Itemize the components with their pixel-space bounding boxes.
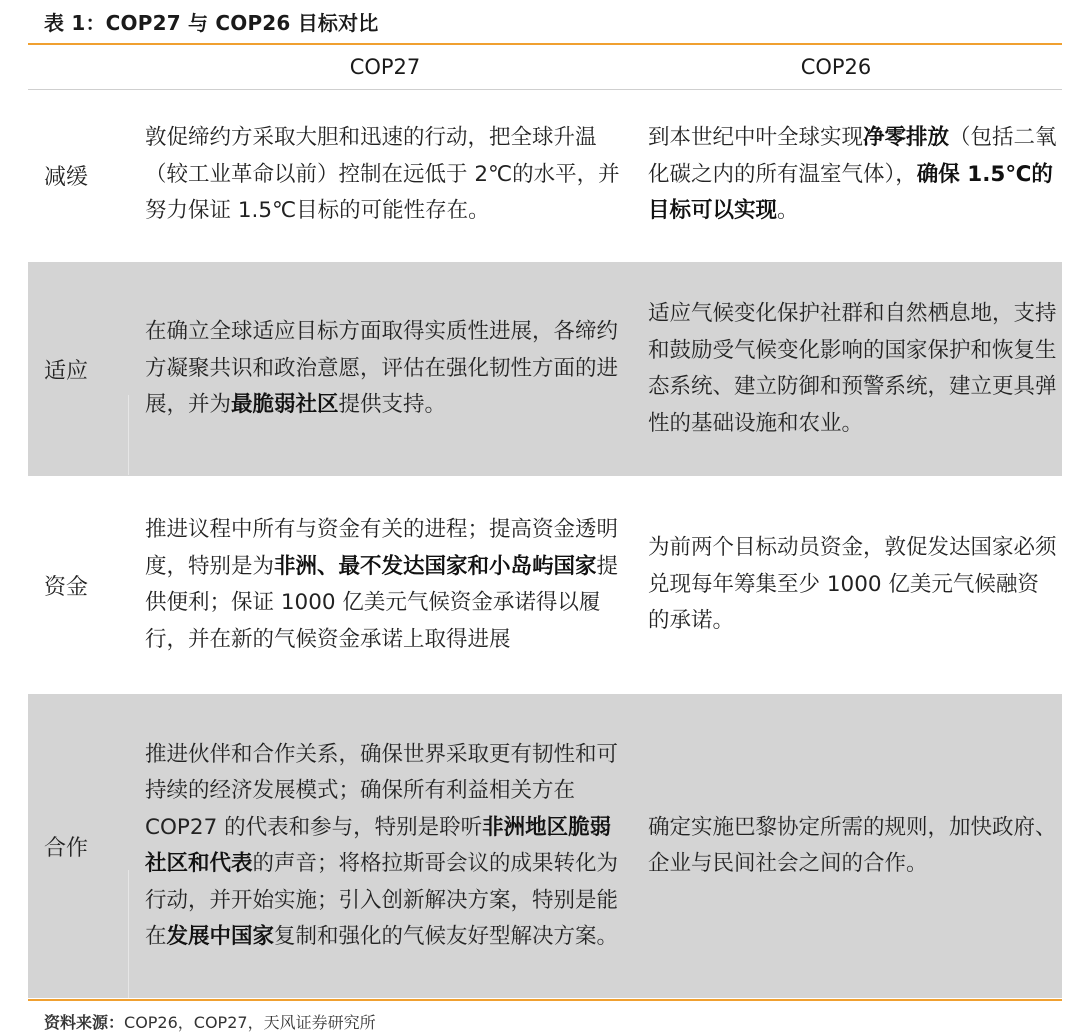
table-row bbox=[28, 262, 1062, 476]
cell-text: 适应气候变化保护社群和自然栖息地，支持和鼓励受气候变化影响的国家保护和恢复生态系统、建立防御和预警系统，建立更具弹性的基础设施和农业。 bbox=[648, 301, 1057, 436]
cell-text: 推进议程中所有与资金有关的进程；提高资金透明度，特别是为 bbox=[145, 517, 619, 579]
cell-text: 到本世纪中叶全球实现 bbox=[648, 125, 864, 151]
cop26-cell bbox=[648, 90, 1060, 260]
cell-text: 。 bbox=[777, 198, 799, 224]
table-caption: 表 1：COP27 与 COP26 目标对比 bbox=[44, 11, 379, 35]
table-row bbox=[28, 90, 1062, 260]
cop27-cell bbox=[145, 478, 623, 692]
table-row bbox=[28, 694, 1062, 998]
cell-text: （包括二氧化碳之内的所有温室气体）， bbox=[648, 125, 1057, 187]
column-divider bbox=[128, 395, 129, 475]
cell-text: 复制和强化的气候友好型解决方案。 bbox=[274, 924, 619, 949]
cop26-cell bbox=[648, 478, 1060, 692]
cop27-cell bbox=[145, 694, 623, 998]
emphasized-text: 非洲地区脆弱社区和代表 bbox=[145, 814, 612, 876]
cell-text: 确定实施巴黎协定所需的规则，加快政府、企业与民间社会之间的合作。 bbox=[648, 814, 1057, 876]
emphasized-text: 发展中国家 bbox=[166, 924, 275, 949]
top-rule bbox=[28, 43, 1062, 45]
emphasized-text: 最脆弱社区 bbox=[231, 392, 339, 418]
row-category: 资金 bbox=[44, 574, 89, 600]
column-divider bbox=[128, 870, 129, 998]
row-category: 适应 bbox=[44, 358, 89, 384]
source-note bbox=[44, 1010, 376, 1033]
cell-text: 推进伙伴和合作关系，确保世界采取更有韧性和可持续的经济发展模式；确保所有利益相关方在 COP27 的代表和参与，特别是聆听 bbox=[145, 741, 619, 840]
cell-text: 为前两个目标动员资金，敦促发达国家必须兑现每年筹集至少 1000 亿美元气候融资的承诺。 bbox=[648, 535, 1057, 634]
cell-text: 敦促缔约方采取大胆和迅速的行动，把全球升温（较工业革命以前）控制在远低于 2℃的水平，并努力保证 1.5℃目标的可能性存在。 bbox=[145, 125, 620, 224]
cell-text: 的声音；将格拉斯哥会议的成果转化为行动，并开始实施；引入创新解决方案，特别是能在 bbox=[145, 851, 619, 949]
source-text: COP26，COP27，天风证券研究所 bbox=[124, 1013, 376, 1032]
emphasized-text: 确保 1.5℃的目标可以实现 bbox=[648, 161, 1053, 224]
bottom-rule bbox=[28, 999, 1062, 1001]
cop27-cell bbox=[145, 90, 623, 260]
cell-text: 提供便利；保证 1000 亿美元气候资金承诺得以履行，并在新的气候资金承诺上取得进展 bbox=[145, 553, 619, 652]
emphasized-text: 非洲、最不发达国家和小岛屿国家 bbox=[274, 553, 597, 579]
cell-text: 在确立全球适应目标方面取得实质性进展，各缔约方凝聚共识和政治意愿，评估在强化韧性方面的进展，并为 bbox=[145, 319, 619, 418]
cop27-cell bbox=[145, 262, 623, 476]
table-row bbox=[28, 478, 1062, 692]
emphasized-text: 净零排放 bbox=[863, 125, 950, 151]
source-label: 资料来源： bbox=[44, 1013, 125, 1032]
column-header-cop27: COP27 bbox=[349, 55, 421, 79]
cop26-cell bbox=[648, 262, 1060, 476]
cell-text: 提供支持。 bbox=[338, 392, 447, 418]
column-header-cop26: COP26 bbox=[800, 55, 872, 79]
row-category: 合作 bbox=[44, 835, 89, 861]
row-category: 减缓 bbox=[44, 164, 89, 190]
cop26-cell bbox=[648, 694, 1060, 998]
